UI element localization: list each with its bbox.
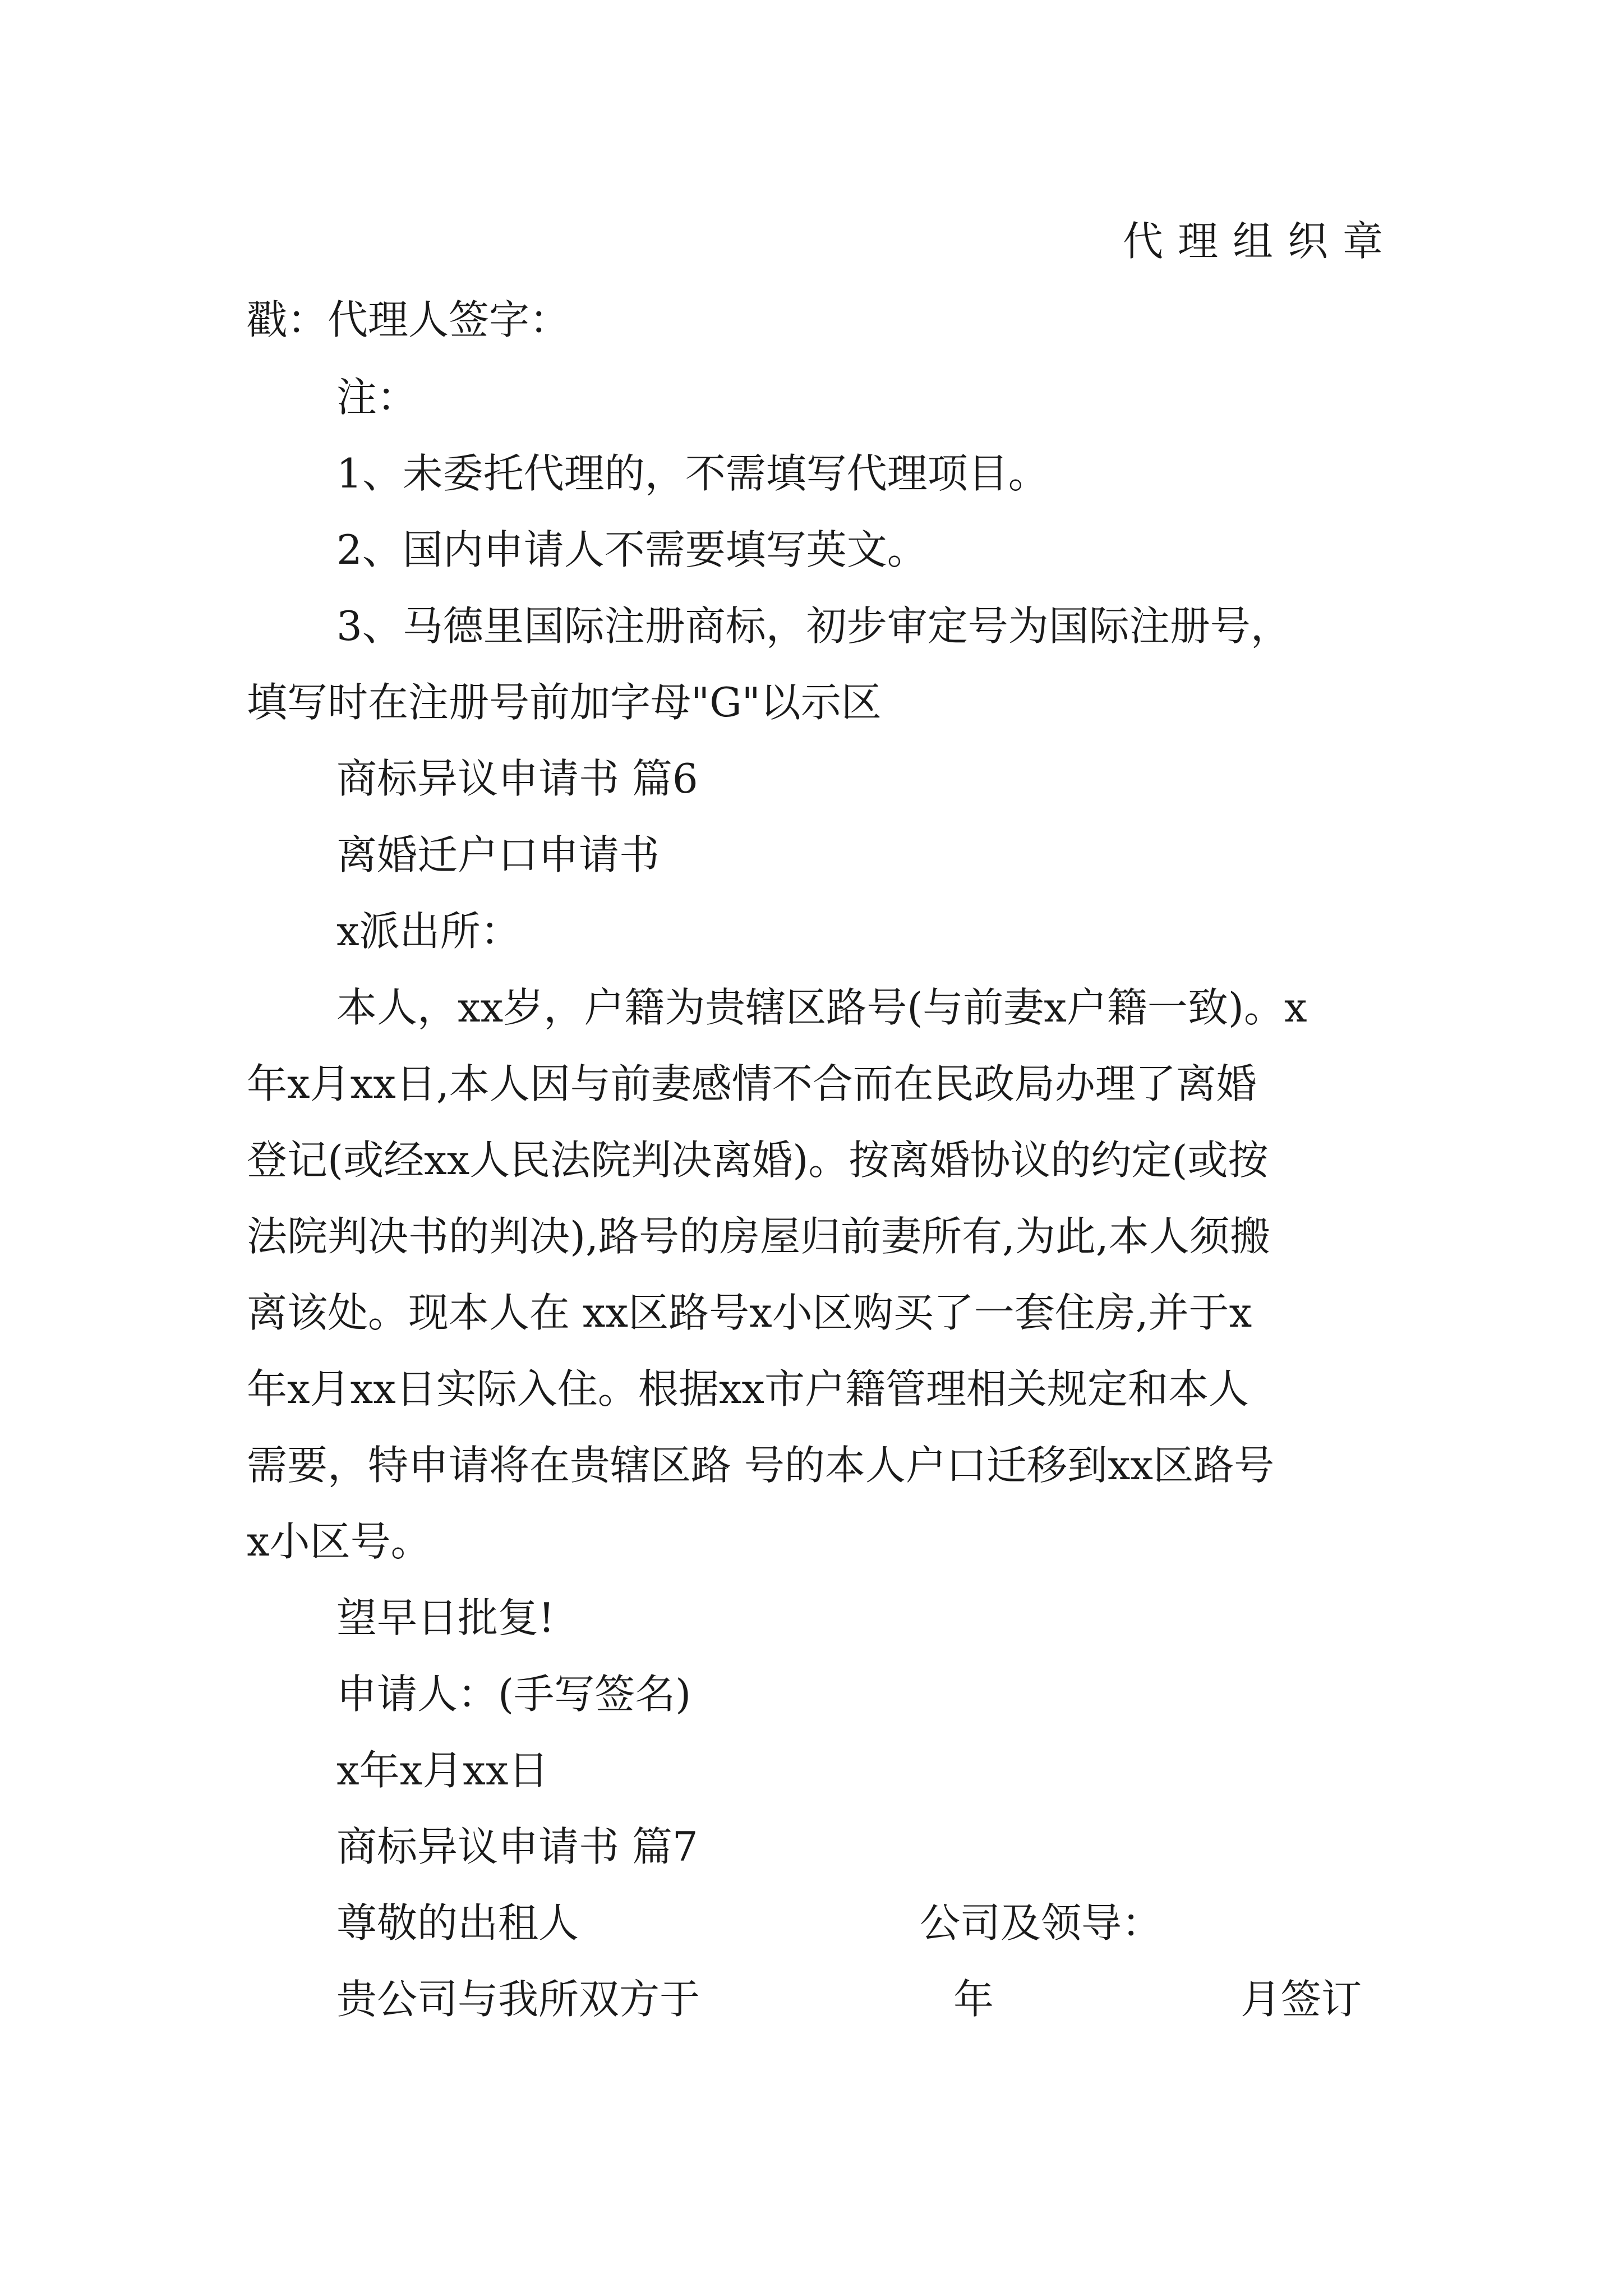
letter-salutation: 尊敬的出租人 bbox=[336, 1899, 579, 1947]
section-heading-6: 商标异议申请书 篇6 bbox=[336, 755, 698, 802]
body-line-4: 法院判决书的判决),路号的房屋归前妻所有,为此,本人须搬 bbox=[247, 1213, 1270, 1260]
body-line-3: 登记(或经xx人民法院判决离婚)。按离婚协议的约定(或按 bbox=[247, 1137, 1269, 1184]
body-line-6: 年x月xx日实际入住。根据xx市户籍管理相关规定和本人 bbox=[247, 1365, 1249, 1412]
letter-body-year: 年 bbox=[953, 1976, 994, 2023]
letter-body-month: 月签订 bbox=[1241, 1976, 1362, 2023]
body-line-8: x小区号。 bbox=[247, 1518, 431, 1565]
closing-request: 望早日批复! bbox=[336, 1594, 555, 1641]
agent-signature-line: 戳：代理人签字： bbox=[247, 296, 570, 343]
body-line-2: 年x月xx日,本人因与前妻感情不合而在民政局办理了离婚 bbox=[247, 1060, 1257, 1107]
note-item-1: 1、未委托代理的，不需填写代理项目。 bbox=[336, 450, 1049, 497]
addressee: x派出所： bbox=[336, 908, 521, 955]
body-line-5: 离该处。现本人在 xx区路号x小区购买了一套住房,并于x bbox=[247, 1289, 1252, 1336]
note-heading: 注： bbox=[336, 374, 418, 421]
note-item-2: 2、国内申请人不需要填写英文。 bbox=[336, 526, 928, 573]
applicant-signature: 申请人：(手写签名) bbox=[336, 1671, 691, 1718]
body-line-7: 需要，特申请将在贵辖区路 号的本人户口迁移到xx区路号 bbox=[247, 1442, 1275, 1489]
note-item-3-continued: 填写时在注册号前加字母"G"以示区 bbox=[247, 679, 882, 726]
section-heading-7: 商标异议申请书 篇7 bbox=[336, 1823, 698, 1870]
note-item-3: 3、马德里国际注册商标，初步审定号为国际注册号， bbox=[336, 602, 1291, 650]
body-line-1: 本人，xx岁，户籍为贵辖区路号(与前妻x户籍一致)。x bbox=[336, 984, 1307, 1031]
agency-seal-label: 代理组织章 bbox=[1123, 218, 1398, 265]
application-date: x年x月xx日 bbox=[336, 1747, 549, 1794]
document-title: 离婚迁户口申请书 bbox=[336, 831, 660, 878]
letter-body-start: 贵公司与我所双方于 bbox=[336, 1976, 700, 2023]
letter-salutation-company: 公司及领导： bbox=[920, 1899, 1163, 1947]
